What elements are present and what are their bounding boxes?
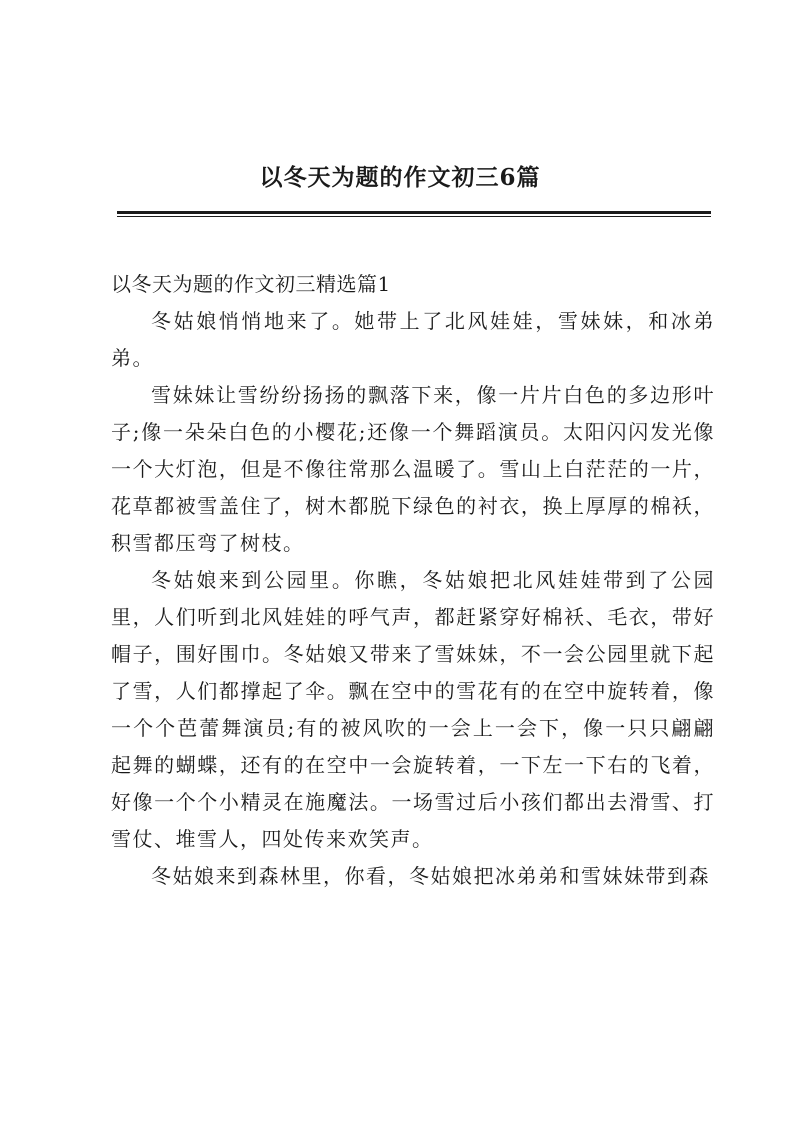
document-body	[111, 266, 715, 895]
section-heading: 以冬天为题的作文初三精选篇1	[111, 272, 391, 296]
title-divider-thin	[117, 216, 711, 217]
paragraph-4: 冬姑娘来到森林里，你看，冬姑娘把冰弟弟和雪妹妹带到森	[151, 864, 710, 888]
title-divider-thick	[117, 211, 711, 214]
paragraph-2: 雪妹妹让雪纷纷扬扬的飘落下来，像一片片白色的多边形叶子;像一朵朵白色的小樱花;还像一个舞蹈演员。太阳闪闪发光像一个大灯泡，但是不像往常那么温暖了。雪山上白茫茫的一片，花草都被雪盖住了，树木都脱下绿色的衬衣，换上厚厚的棉袄，积雪都压弯了树枝。	[111, 383, 715, 555]
document-title: 以冬天为题的作文初三6篇	[259, 164, 541, 191]
paragraph-1: 冬姑娘悄悄地来了。她带上了北风娃娃，雪妹妹，和冰弟弟。	[111, 309, 715, 370]
paragraph-3: 冬姑娘来到公园里。你瞧，冬姑娘把北风娃娃带到了公园里，人们听到北风娃娃的呼气声，都赶紧穿好棉袄、毛衣，带好帽子，围好围巾。冬姑娘又带来了雪妹妹，不一会公园里就下起了雪，人们都撑起了伞。飘在空中的雪花有的在空中旋转着，像一个个芭蕾舞演员;有的被风吹的一会上一会下，像一只只翩翩起舞的蝴蝶，还有的在空中一会旋转着，一下左一下右的飞着，好像一个个小精灵在施魔法。一场雪过后小孩们都出去滑雪、打雪仗、堆雪人，四处传来欢笑声。	[111, 568, 715, 851]
